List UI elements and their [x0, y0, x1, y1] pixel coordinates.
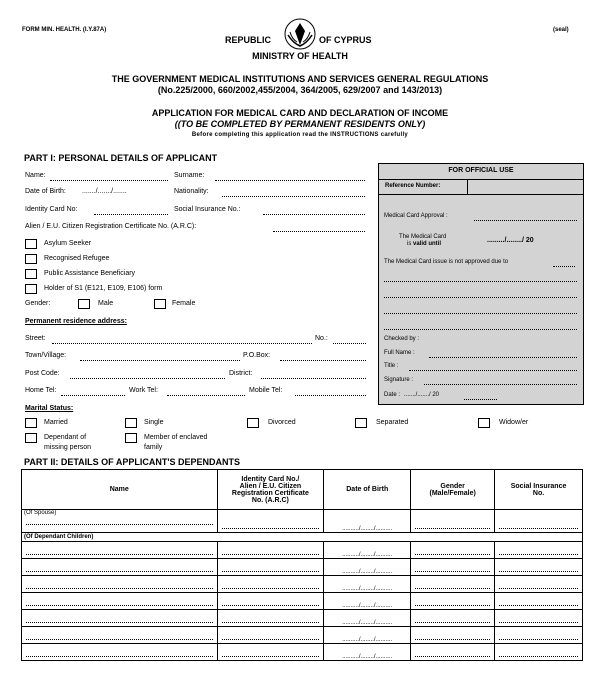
col-gender: Gender (Male/Female) — [411, 470, 495, 510]
child-dob-cell[interactable]: ........../......../.......... — [324, 542, 411, 559]
recognised-refugee-checkbox[interactable] — [25, 254, 37, 264]
dob-label: Date of Birth: — [25, 188, 66, 195]
ministry-title: MINISTRY OF HEALTH — [252, 51, 348, 61]
widow-label: Widow/er — [499, 419, 529, 426]
date-label: Date : — [384, 392, 401, 398]
child-name-cell[interactable] — [22, 559, 218, 576]
married-label: Married — [44, 419, 68, 426]
child-dob-cell[interactable]: ........../......../.......... — [324, 576, 411, 593]
table-row — [22, 576, 583, 593]
female-label: Female — [172, 300, 196, 307]
public-assistance-checkbox[interactable] — [25, 269, 37, 279]
id-card-field[interactable] — [94, 214, 168, 215]
dependant-missing-checkbox[interactable] — [25, 433, 37, 443]
divorced-label: Divorced — [268, 419, 296, 426]
public-assistance-label: Public Assistance Beneficiary — [44, 270, 136, 277]
s1-holder-checkbox[interactable] — [25, 284, 37, 294]
street-no-label: No.: — [315, 335, 328, 342]
not-approved-line-0 — [553, 266, 575, 267]
full-name-label: Full Name : — [384, 350, 415, 356]
not-approved-label: The Medical Card issue is not approved due to — [384, 259, 509, 265]
child-dob-cell[interactable]: ........../......../.......... — [324, 644, 411, 661]
street-field[interactable] — [52, 343, 312, 344]
valid-label-1: The Medical Card — [399, 234, 447, 240]
male-label: Male — [98, 300, 114, 307]
spouse-gender-cell[interactable] — [411, 510, 495, 533]
work-tel-label: Work Tel: — [129, 387, 158, 394]
table-row — [22, 610, 583, 627]
instructions-note: Before completing this application read the INSTRUCTIONS carefully — [191, 132, 409, 138]
residence-title: Permanent residence address: — [25, 318, 127, 325]
female-checkbox[interactable] — [154, 299, 166, 309]
date-field[interactable]: ......./......./ 20 — [404, 392, 440, 398]
gender-label: Gender: — [25, 300, 51, 307]
separated-label: Separated — [376, 419, 409, 426]
district-field[interactable] — [261, 378, 366, 379]
child-si-cell[interactable] — [495, 542, 583, 559]
col-social-insurance: Social Insurance No. — [495, 470, 583, 510]
postcode-label: Post Code: — [25, 370, 60, 377]
not-approved-line-4[interactable] — [384, 329, 577, 330]
married-checkbox[interactable] — [25, 418, 37, 428]
surname-label: Surname: — [174, 172, 205, 179]
social-insurance-label: Social Insurance No.: — [174, 206, 241, 213]
child-name-cell[interactable] — [22, 644, 218, 661]
reference-number-label: Reference Number: — [385, 183, 441, 189]
form-code: FORM MIN. HEALTH. (I.Y.87A) — [22, 27, 107, 33]
date-field-extension — [464, 399, 497, 400]
valid-label-2b: valid until — [413, 241, 442, 247]
part1-title: PART I: PERSONAL DETAILS OF APPLICANT — [24, 153, 218, 163]
child-name-cell[interactable] — [22, 627, 218, 644]
enclaved-family-label-2: family — [144, 444, 163, 451]
male-checkbox[interactable] — [78, 299, 90, 309]
child-dob-cell[interactable]: ........../......../.......... — [324, 610, 411, 627]
spouse-si-cell[interactable] — [495, 510, 583, 533]
spouse-name-cell[interactable] — [22, 510, 218, 533]
child-id-cell[interactable] — [217, 576, 324, 593]
s1-holder-label: Holder of S1 (E121, E109, E106) form — [44, 285, 163, 292]
enclaved-family-checkbox[interactable] — [125, 433, 137, 443]
child-id-cell[interactable] — [217, 627, 324, 644]
town-label: Town/Village: — [25, 352, 67, 359]
dependant-missing-label-1: Dependant of — [44, 434, 87, 441]
application-title: APPLICATION FOR MEDICAL CARD AND DECLARATION OF INCOME — [151, 108, 449, 118]
child-name-cell[interactable] — [22, 542, 218, 559]
checked-by-label: Checked by : — [384, 336, 420, 342]
mobile-tel-label: Mobile Tel: — [249, 387, 283, 394]
spouse-dob-cell[interactable]: ........../......../.......... — [324, 510, 411, 533]
district-label: District: — [229, 370, 253, 377]
spouse-row — [22, 510, 583, 533]
child-id-cell[interactable] — [217, 559, 324, 576]
child-dob-cell[interactable]: ........../......../.......... — [324, 559, 411, 576]
table-row — [22, 542, 583, 559]
seal-label: (seal) — [553, 27, 569, 33]
child-gender-cell[interactable] — [411, 559, 495, 576]
children-label: (Of Dependant Children) — [22, 533, 583, 542]
col-dob: Date of Birth — [324, 470, 411, 510]
col-name: Name — [22, 470, 218, 510]
id-card-label: Identity Card No: — [25, 206, 78, 213]
child-name-cell[interactable] — [22, 576, 218, 593]
nationality-label: Nationality: — [174, 188, 209, 195]
pobox-field[interactable] — [280, 360, 366, 361]
recognised-refugee-label: Recognised Refugee — [44, 255, 110, 262]
child-dob-cell[interactable]: ........../......../.......... — [324, 627, 411, 644]
child-id-cell[interactable] — [217, 593, 324, 610]
child-id-cell[interactable] — [217, 644, 324, 661]
marital-title: Marital Status: — [25, 405, 74, 412]
nationality-field[interactable] — [222, 196, 365, 197]
table-row — [22, 644, 583, 661]
application-subtitle: ((TO BE COMPLETED BY PERMANENT RESIDENTS ONLY) — [174, 119, 426, 129]
table-row — [22, 627, 583, 644]
col-id: Identity Card No./ Alien / E.U. Citizen Registration Certificate No. (A.R.C) — [217, 470, 324, 510]
dependant-missing-label-2: missing person — [44, 444, 92, 451]
of-cyprus-label: OF CYPRUS — [319, 35, 372, 45]
child-si-cell[interactable] — [495, 593, 583, 610]
name-label: Name: — [25, 172, 46, 179]
dob-field[interactable]: ......./......./....... — [82, 188, 127, 195]
child-gender-cell[interactable] — [411, 542, 495, 559]
regulations-title: THE GOVERNMENT MEDICAL INSTITUTIONS AND SERVICES GENERAL REGULATIONS — [111, 74, 489, 84]
table-header-row — [22, 470, 583, 510]
home-tel-field[interactable] — [61, 395, 125, 396]
child-si-cell[interactable] — [495, 610, 583, 627]
widow-checkbox[interactable] — [478, 418, 490, 428]
republic-label: REPUBLIC — [225, 35, 272, 45]
enclaved-family-label-1: Member of enclaved — [144, 434, 208, 441]
approval-field[interactable] — [474, 220, 577, 221]
street-no-field[interactable] — [333, 343, 366, 344]
surname-field[interactable] — [215, 180, 365, 181]
regulations-numbers: (No.225/2000, 660/2002,455/2004, 364/2005, 629/2007 and 143/2013) — [157, 85, 443, 95]
child-si-cell[interactable] — [495, 559, 583, 576]
postcode-field[interactable] — [70, 378, 225, 379]
town-field[interactable] — [80, 360, 240, 361]
table-row — [22, 559, 583, 576]
spouse-label: (Of Spouse) — [24, 510, 57, 516]
separated-checkbox[interactable] — [355, 418, 367, 428]
table-row — [22, 593, 583, 610]
children-label-row — [22, 533, 583, 542]
not-approved-line-1[interactable] — [384, 281, 577, 282]
child-si-cell[interactable] — [495, 644, 583, 661]
home-tel-label: Home Tel: — [25, 387, 57, 394]
street-label: Street: — [25, 335, 46, 342]
child-si-cell[interactable] — [495, 627, 583, 644]
divorced-checkbox[interactable] — [247, 418, 259, 428]
title-label: Title : — [384, 363, 399, 369]
name-field[interactable] — [50, 180, 168, 181]
spouse-id-cell[interactable] — [217, 510, 324, 533]
valid-until-field[interactable]: ........./......../ 20 — [487, 237, 534, 244]
mobile-tel-field[interactable] — [295, 395, 366, 396]
dependants-table — [21, 469, 583, 661]
official-title: FOR OFFICIAL USE — [448, 167, 514, 174]
part2-title: PART II: DETAILS OF APPLICANT'S DEPENDANTS — [24, 457, 240, 467]
child-name-cell[interactable] — [22, 593, 218, 610]
valid-label-2a: is — [407, 241, 413, 247]
asylum-seeker-checkbox[interactable] — [25, 239, 37, 249]
arc-field[interactable] — [273, 231, 365, 232]
child-gender-cell[interactable] — [411, 576, 495, 593]
child-gender-cell[interactable] — [411, 627, 495, 644]
reference-number-field[interactable] — [468, 180, 583, 194]
signature-label: Signature : — [384, 377, 414, 383]
full-name-field[interactable] — [429, 357, 577, 358]
asylum-seeker-label: Asylum Seeker — [44, 240, 92, 247]
signature-field[interactable] — [424, 384, 577, 385]
single-checkbox[interactable] — [125, 418, 137, 428]
child-si-cell[interactable] — [495, 576, 583, 593]
work-tel-field[interactable] — [167, 395, 245, 396]
single-label: Single — [144, 419, 164, 426]
not-approved-line-2[interactable] — [384, 297, 577, 298]
child-name-cell[interactable] — [22, 610, 218, 627]
social-insurance-field[interactable] — [263, 214, 365, 215]
coat-of-arms-icon — [283, 17, 317, 51]
pobox-label: P.O.Box: — [243, 352, 271, 359]
approval-label: Medical Card Approval : — [384, 213, 448, 219]
child-gender-cell[interactable] — [411, 593, 495, 610]
child-id-cell[interactable] — [217, 542, 324, 559]
official-use-box — [378, 163, 584, 405]
not-approved-line-3[interactable] — [384, 313, 577, 314]
child-gender-cell[interactable] — [411, 610, 495, 627]
child-id-cell[interactable] — [217, 610, 324, 627]
title-field[interactable] — [409, 370, 577, 371]
arc-label: Alien / E.U. Citizen Registration Certificate No. (A.R.C): — [25, 223, 197, 230]
child-dob-cell[interactable]: ........../......../.......... — [324, 593, 411, 610]
child-gender-cell[interactable] — [411, 644, 495, 661]
